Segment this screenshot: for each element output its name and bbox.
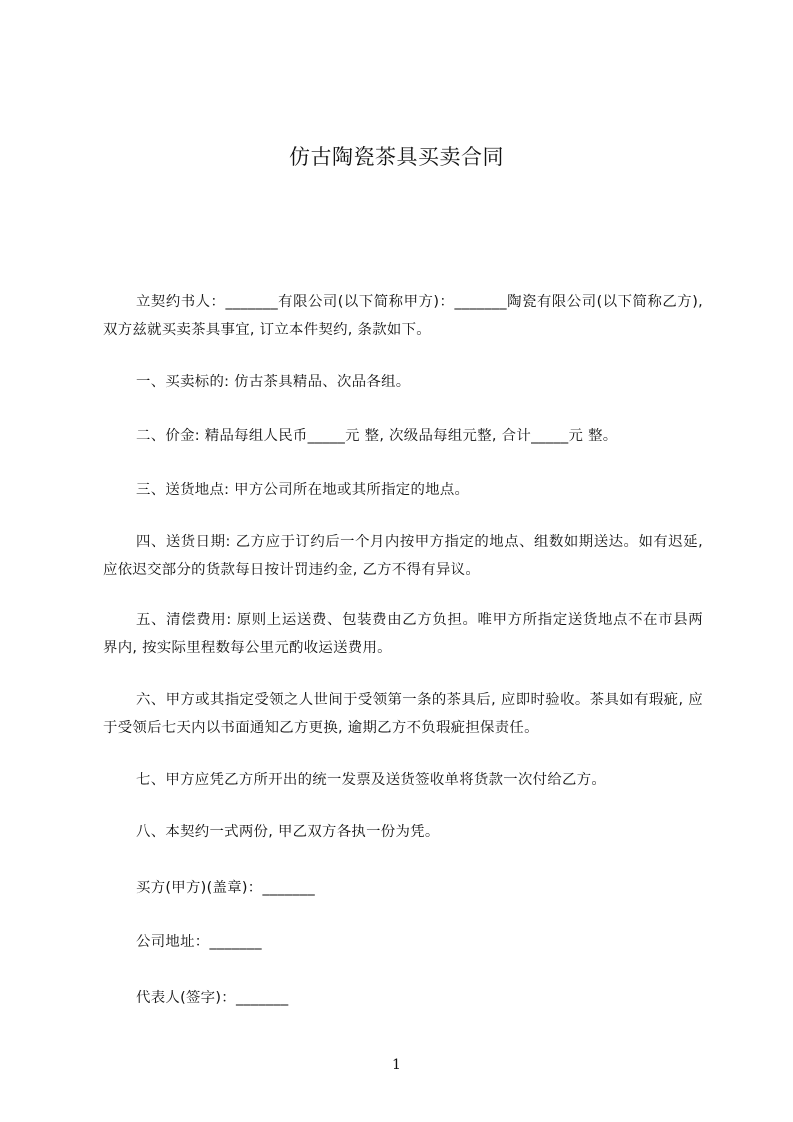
page-number: 1 <box>392 1057 401 1073</box>
buyer-signature-line: 买方(甲方)(盖章)：_______ <box>136 880 315 896</box>
clause-2: 二、价金: 精品每组人民币_____元 整, 次级品每组元整, 合计_____元 整。 <box>136 428 618 444</box>
clause-7: 七、甲方应凭乙方所开出的统一发票及送货签收单将货款一次付给乙方。 <box>136 772 607 788</box>
clause-3: 三、送货地点: 甲方公司所在地或其所指定的地点。 <box>136 482 470 498</box>
clause-4: 四、送货日期: 乙方应于订约后一个月内按甲方指定的地点、组数如期送达。如有迟延, 应依迟交部分的货款每日按计罚违约金, 乙方不得有异议。 <box>103 534 703 578</box>
document-title: 仿古陶瓷茶具买卖合同 <box>289 145 504 169</box>
company-address-line: 公司地址：_______ <box>136 934 262 950</box>
clause-8: 八、本契约一式两份, 甲乙双方各执一份为凭。 <box>136 824 440 840</box>
clause-1: 一、买卖标的: 仿古茶具精品、次品各组。 <box>136 374 411 390</box>
clause-5: 五、清偿费用: 原则上运送费、包装费由乙方负担。唯甲方所指定送货地点不在市县两界内, 按实际里程数每公里元酌收运送费用。 <box>103 612 703 656</box>
intro-paragraph: 立契约书人：_______有限公司(以下简称甲方)：_______陶瓷有限公司(以下简称乙方), 双方兹就买卖茶具事宜, 订立本件契约, 条款如下。 <box>103 294 703 338</box>
representative-signature-line: 代表人(签字)：_______ <box>136 990 289 1006</box>
clause-6: 六、甲方或其指定受领之人世间于受领第一条的茶具后, 应即时验收。茶具如有瑕疵, 应于受领后七天内以书面通知乙方更换, 逾期乙方不负瑕疵担保责任。 <box>103 692 703 736</box>
